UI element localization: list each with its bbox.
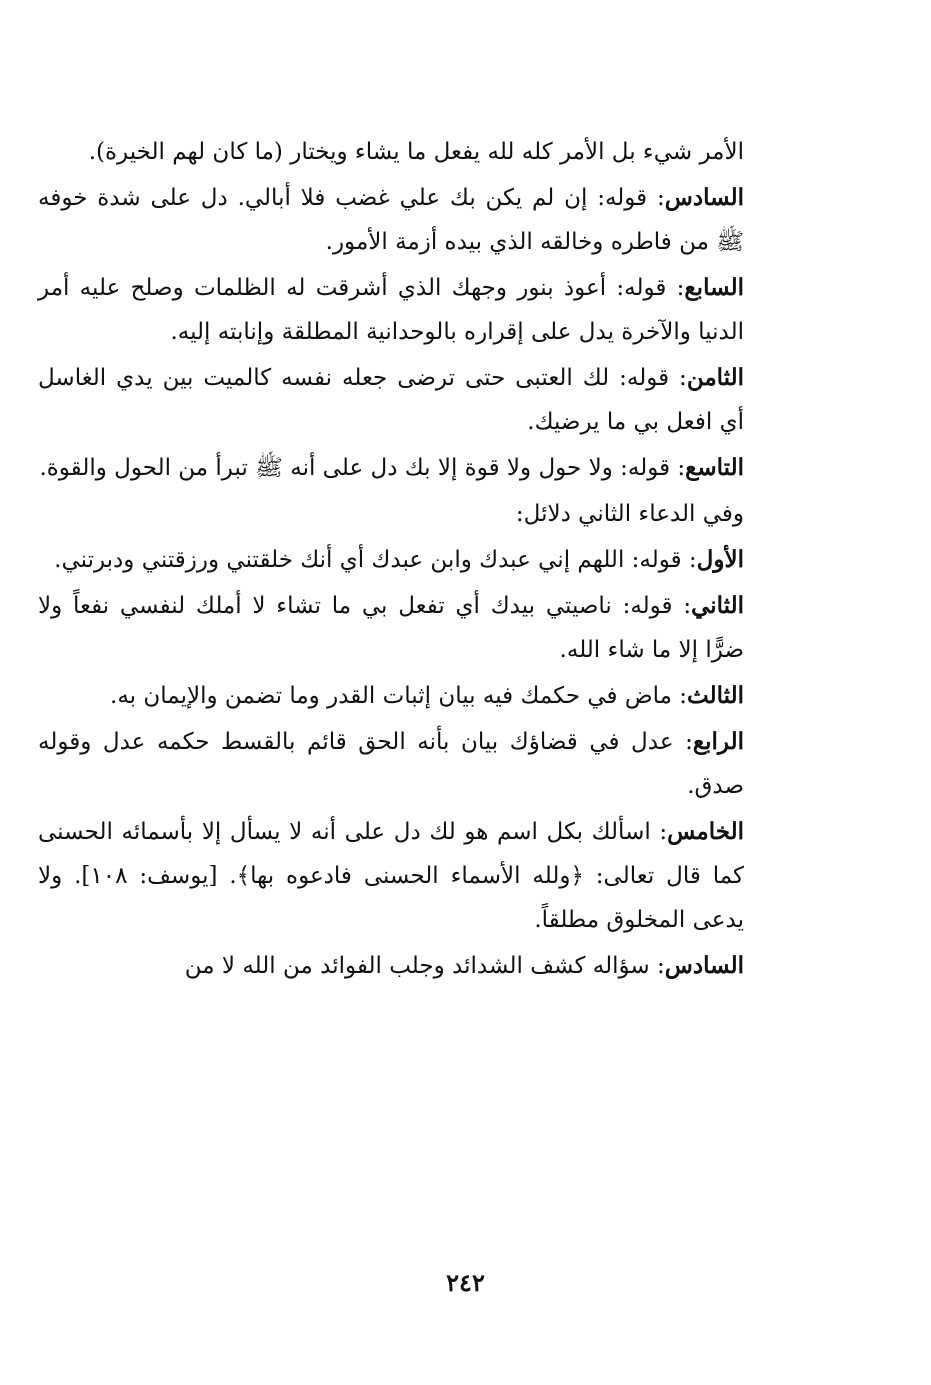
paragraph-text: : عدل في قضاؤك بيان بأنه الحق قائم بالقسط حكمه عدل وقوله صدق.: [38, 729, 744, 799]
paragraph-term: السابع: [684, 274, 744, 301]
paragraph-text: وفي الدعاء الثاني دلائل:: [515, 501, 744, 527]
paragraph: [38, 356, 744, 444]
paragraph-text: : ماض في حكمك فيه بيان إثبات القدر وما تضمن والإيمان به.: [110, 683, 688, 709]
paragraph-text: : اسألك بكل اسم هو لك دل على أنه لا يسأل إلا بأسمائه الحسنى كما قال تعالى: ﴿ولله الأسماء الحسنى فادعوه بها﴾. [يوسف: ١٠٨]. ولا يدعى المخلوق مطلقاً.: [38, 819, 744, 933]
paragraph: [38, 492, 744, 536]
paragraph-text: : قوله: ولا حول ولا قوة إلا بك دل على أنه ﷺ تبرأ من الحول والقوة.: [39, 455, 686, 481]
paragraph-text: : قوله: أعوذ بنور وجهك الذي أشرقت له الظلمات وصلح عليه أمر الدنيا والآخرة يدل على إقراره بالوحدانية المطلقة وإنابته إليه.: [38, 275, 744, 345]
paragraph-text: : قوله: لك العتبى حتى ترضى جعله نفسه كالميت بين يدي الغاسل أي افعل بي ما يرضيك.: [38, 365, 744, 435]
paragraph: [38, 720, 744, 808]
page-number: ٢٤٢: [446, 1268, 485, 1297]
paragraph-text: : قوله: اللهم إني عبدك وابن عبدك أي أنك خلقتني ورزقتني ودبرتني.: [54, 547, 697, 573]
paragraph-text: : قوله: ناصيتي بيدك أي تفعل بي ما تشاء لا أملك لنفسي نفعاً ولا ضرًّا إلا ما شاء الله.: [38, 593, 744, 663]
paragraph-term: الأول: [696, 546, 744, 573]
paragraph: [38, 810, 744, 942]
paragraph: [38, 584, 744, 672]
paragraph: [38, 538, 744, 582]
paragraph: [38, 674, 744, 718]
paragraph-term: الثالث: [687, 682, 744, 709]
paragraph-text: : سؤاله كشف الشدائد وجلب الفوائد من الله لا من: [184, 953, 665, 979]
paragraph: [38, 266, 744, 354]
paragraph-text: : قوله: إن لم يكن بك علي غضب فلا أبالي. دل على شدة خوفه ﷺ من فاطره وخالقه الذي بيده أزمة الأمور.: [38, 185, 744, 255]
paragraph-term: الثاني: [691, 592, 744, 619]
paragraph: [38, 446, 744, 490]
paragraph-term: الخامس: [667, 818, 744, 845]
paragraph-term: السادس: [664, 184, 744, 211]
paragraph-term: السادس: [664, 952, 744, 979]
page-body: [38, 130, 744, 990]
paragraph: [38, 176, 744, 264]
paragraph: [38, 130, 744, 174]
paragraph-text: الأمر شيء بل الأمر كله لله يفعل ما يشاء ويختار (ما كان لهم الخيرة).: [88, 139, 744, 165]
paragraph-term: التاسع: [685, 454, 744, 481]
paragraph-term: الرابع: [692, 728, 744, 755]
paragraph: [38, 944, 744, 988]
paragraph-term: الثامن: [686, 364, 744, 391]
